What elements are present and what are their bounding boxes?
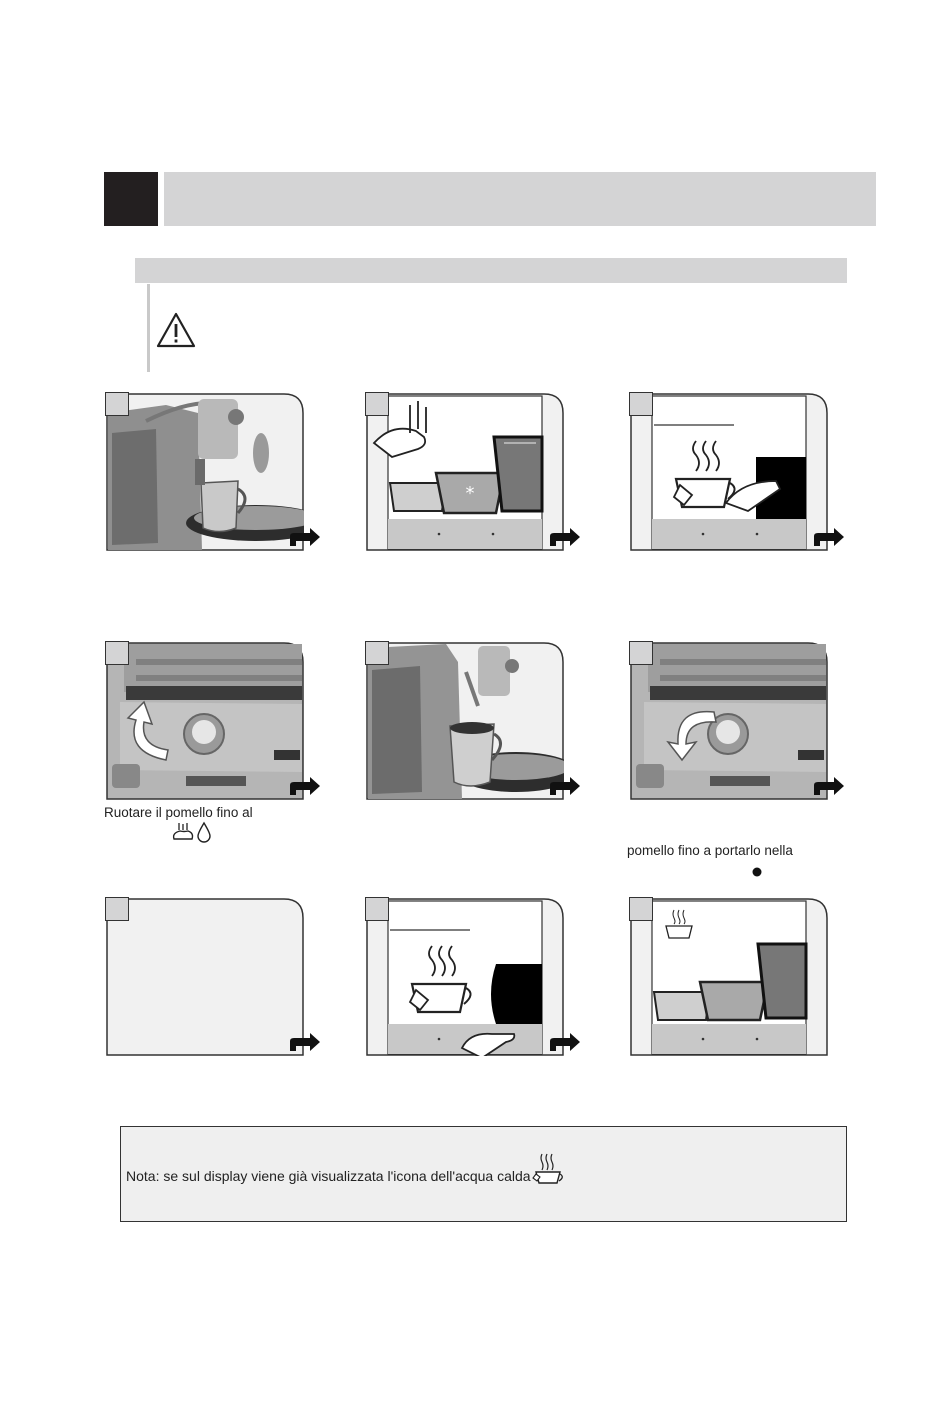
next-arrow-icon — [548, 775, 582, 797]
step-panel-9 — [630, 898, 828, 1056]
steam-water-symbol-icon — [170, 821, 214, 843]
next-arrow-icon — [548, 526, 582, 548]
hot-water-cup-icon — [530, 1150, 566, 1186]
step-number-box — [629, 392, 653, 416]
next-arrow-icon — [288, 1031, 322, 1053]
next-arrow-icon — [288, 775, 322, 797]
step-number-box — [629, 897, 653, 921]
step-number-box — [105, 641, 129, 665]
next-arrow-icon — [812, 526, 846, 548]
step-panel-5 — [366, 642, 564, 800]
step-panel-3 — [630, 393, 828, 551]
subsection-title-bar — [135, 258, 847, 283]
warning-margin-line — [147, 284, 150, 372]
step-number-box — [105, 897, 129, 921]
position-dot-icon — [751, 866, 763, 878]
step-panel-8 — [366, 898, 564, 1056]
caption-rotate-knob: Ruotare il pomello fino al — [104, 805, 253, 820]
step-panel-6 — [630, 642, 828, 800]
next-arrow-icon — [548, 1031, 582, 1053]
step-number-box — [365, 392, 389, 416]
section-number-block — [104, 172, 158, 226]
step-number-box — [365, 641, 389, 665]
next-arrow-icon — [812, 775, 846, 797]
next-arrow-icon — [288, 526, 322, 548]
section-title-bar — [164, 172, 876, 226]
svg-text:*: * — [465, 483, 475, 504]
note-text: Nota: se sul display viene già visualizzata l'icona dell'acqua calda — [126, 1168, 531, 1184]
step-panel-2 — [366, 393, 564, 551]
step-number-box — [105, 392, 129, 416]
step-number-box — [629, 641, 653, 665]
caption-knob-position: pomello fino a portarlo nella — [627, 843, 793, 858]
step-number-box — [365, 897, 389, 921]
step-panel-4 — [106, 642, 304, 800]
step-panel-7 — [106, 898, 304, 1056]
warning-triangle-icon — [155, 311, 197, 349]
step-panel-1 — [106, 393, 304, 551]
